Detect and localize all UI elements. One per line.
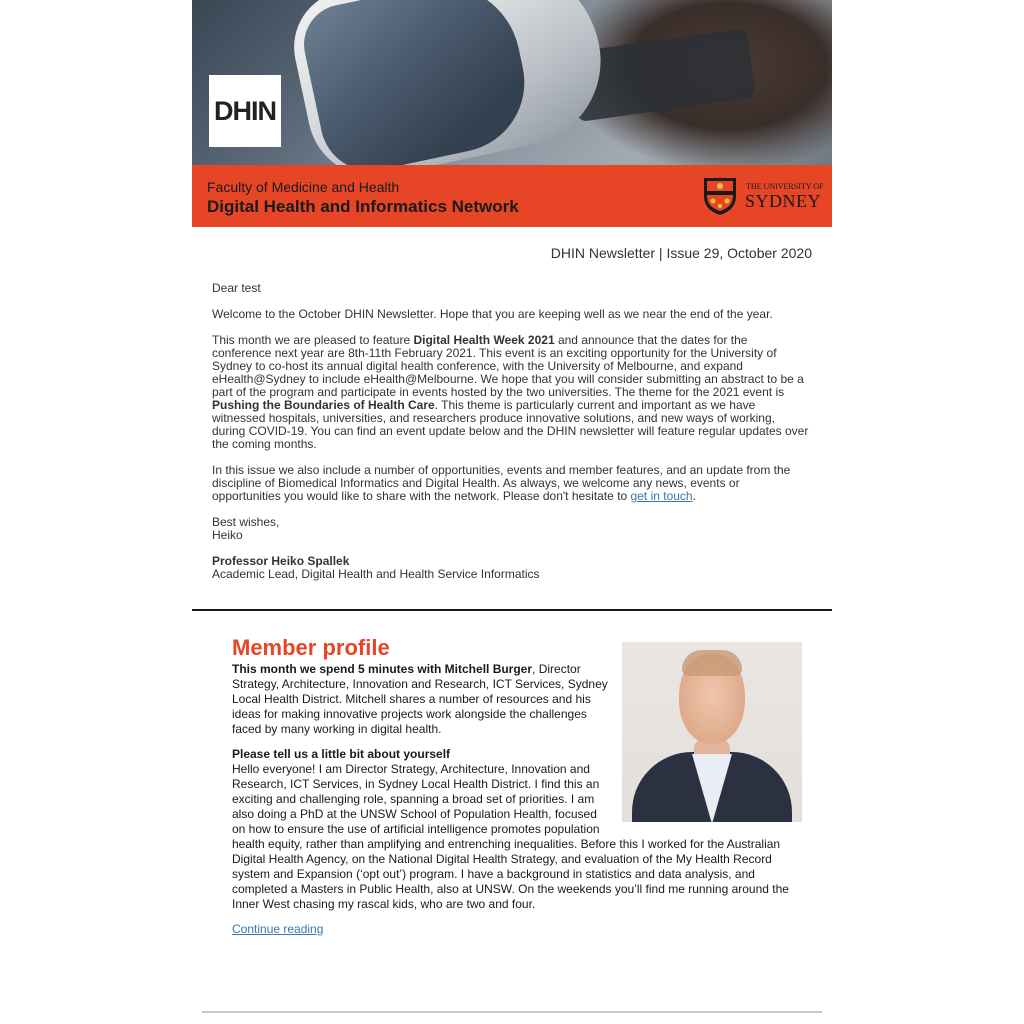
section-divider xyxy=(202,1011,822,1013)
university-small-text: THE UNIVERSITY OF xyxy=(746,182,824,191)
letter-paragraph xyxy=(212,334,810,451)
header-band xyxy=(192,165,832,227)
text-run: In this issue we also include a number of opportunities, events and member features, and an update from the discipline of Biomedical Informatics and Digital Health. As always, we welcome any news, events or opportunities you would like to share with the network. Please don't hesitate to xyxy=(212,463,791,503)
photo-hair-shape xyxy=(682,650,742,676)
intro-bold: This month we spend 5 minutes with Mitchell Burger xyxy=(232,662,533,676)
text-run: . This theme is particularly current and important as we have witnessed hospitals, universities, and researchers produce innovative solutions, and new ways of working, during COVID-19. You can find an event update below and the DHIN newsletter will feature regular updates over the coming months. xyxy=(212,398,809,451)
intro-text: , Director Strategy, Architecture, Innovation and Research, ICT Services, Sydney Local Health District. Mitchell shares a number of resources and his ideas for making innovative projects work alongside the challenges faced by many working in digital health. xyxy=(232,662,608,736)
signature-title: Academic Lead, Digital Health and Health Service Informatics xyxy=(212,567,540,581)
text-run: and announce that the dates for the conference next year are 8th-11th February 2021. This event is an exciting opportunity for the University of Sydney to co-host its annual digital health conference, with the University of Melbourne, and expand eHealth@Sydney to include eHealth@Melbourne. We hope that you will consider submitting an abstract to be a part of the program and participate in events hosted by the two universities. The theme for the 2021 event is xyxy=(212,333,804,399)
issue-line: DHIN Newsletter | Issue 29, October 2020 xyxy=(550,245,812,261)
signature-name: Professor Heiko Spallek xyxy=(212,554,350,568)
faculty-name: Faculty of Medicine and Health xyxy=(207,179,400,195)
event-name: Digital Health Week 2021 xyxy=(413,333,555,347)
text-run: . xyxy=(692,489,696,503)
dhin-logo-text: DHIN xyxy=(214,95,276,126)
continue-wrapper xyxy=(232,922,802,937)
get-in-touch-link[interactable]: get in touch xyxy=(630,489,693,503)
letter-paragraph xyxy=(212,464,810,503)
section-divider xyxy=(192,609,832,611)
signoff-text: Best wishes, xyxy=(212,515,280,529)
university-name-text: SYDNEY xyxy=(745,191,822,211)
signoff-name: Heiko xyxy=(212,528,243,542)
answer-text: Hello everyone! I am Director Strategy, Architecture, Innovation and Research, ICT Services, in Sydney Local Health District. I find this an exciting and challenging role, spanning a broad set of priorities. I am also doing a PhD at the UNSW School of Population Health, focused on how to ensure the use of artificial intelligence promotes population health equity, rather than amplifying and entrenching inequalities. Before this I worked for the Australian Digital Health Agency, on the National Digital Health Strategy, and evaluation of the My Health Record system and Expansion (‘opt out’) program. I have a background in statistics and data analysis, and completed a Masters in Public Health, also at UNSW. On the weekends you’ll find me running around the Inner West chasing my rascal kids, who are two and four. xyxy=(232,762,789,911)
hero-banner xyxy=(192,0,832,165)
signature xyxy=(212,555,810,581)
network-name: Digital Health and Informatics Network xyxy=(207,197,519,216)
text-run: This month we are pleased to feature xyxy=(212,333,414,347)
newsletter xyxy=(192,0,832,936)
event-theme: Pushing the Boundaries of Health Care xyxy=(212,398,435,412)
member-profile-section xyxy=(232,634,802,947)
continue-reading-link[interactable]: Continue reading xyxy=(232,922,324,936)
member-photo xyxy=(622,642,802,822)
member-profile-heading: Member profile xyxy=(232,635,390,660)
editor-letter xyxy=(212,282,810,594)
question-text: Please tell us a little bit about yourself xyxy=(232,747,451,761)
signoff xyxy=(212,516,810,542)
letter-paragraph: Welcome to the October DHIN Newsletter. Hope that you are keeping well as we near the end of the year. xyxy=(212,307,773,321)
university-crest-icon xyxy=(702,176,738,216)
greeting: Dear test xyxy=(212,281,261,295)
university-logo xyxy=(702,176,824,216)
dhin-logo xyxy=(209,75,281,147)
